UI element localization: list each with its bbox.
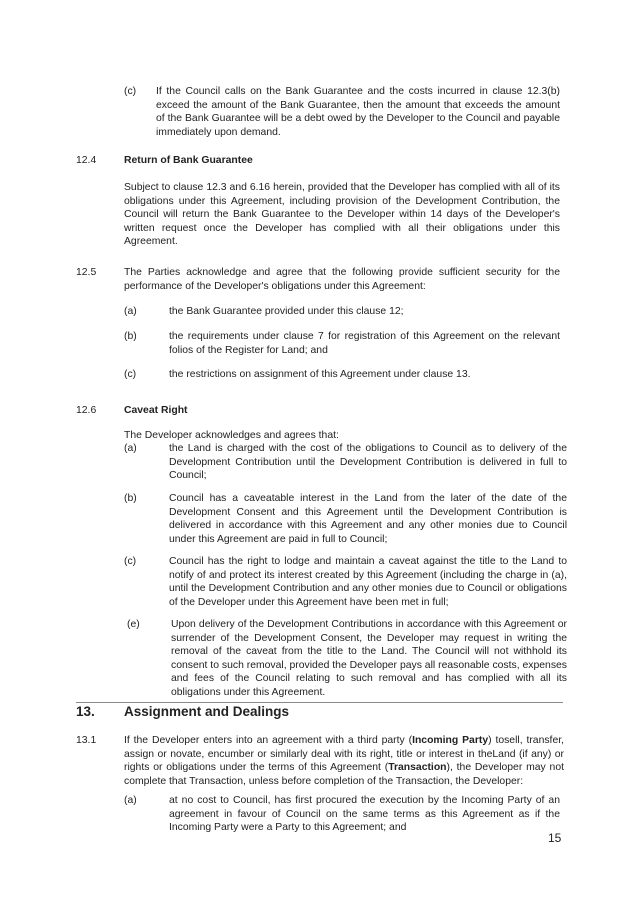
clause-text: If the Council calls on the Bank Guarantee and the costs incurred in clause 12.3(b) exceed the amount of the Bank Guarantee, then the amount that exceeds the amount of the Bank Guarantee will be a debt owed by the Developer to the Council and payable immediately upon demand. bbox=[156, 86, 560, 138]
defined-term: Transaction bbox=[388, 762, 447, 774]
item-label: (c) bbox=[124, 556, 137, 567]
clause-number: 12.5 bbox=[76, 267, 97, 278]
item-label: (e) bbox=[127, 619, 140, 630]
clause-number: 12.6 bbox=[76, 405, 97, 416]
clause-text: The Parties acknowledge and agree that the following provide sufficient security for the performance of the Developer's obligations under this Agreement: bbox=[124, 267, 560, 292]
clause-number: 13.1 bbox=[76, 735, 97, 746]
clause-heading: Return of Bank Guarantee bbox=[124, 155, 253, 166]
page-number: 15 bbox=[548, 831, 562, 845]
item-text: the restrictions on assignment of this Agreement under clause 13. bbox=[169, 369, 471, 380]
item-label: (c) bbox=[124, 369, 137, 380]
item-text: Upon delivery of the Development Contributions in accordance with this Agreement or surrender of the Development Consent, the Developer may request in writing the removal of the caveat from the title to the Land. The Council will not withhold its consent to such removal, provided the Developer pays all reasonable costs, expenses and fees of the Council relating to such removal and has complied with all its obligations under this Agreement. bbox=[171, 619, 567, 698]
clause-label: (c) bbox=[124, 86, 137, 97]
section-heading: Assignment and Dealings bbox=[124, 704, 290, 719]
item-text: Council has the right to lodge and maintain a caveat against the title to the Land to notify of and protect its interest created by this Agreement (including the charge in (a), until the Development Contribution and any other monies due to Council or obligations of the Developer under this Agreement have been met in full; bbox=[169, 556, 567, 608]
item-text: Council has a caveatable interest in the Land from the later of the date of the Development Consent and this Agreement until the Development Contribution is delivered in accordance with this Agreement and any other monies due to Council under this Agreement are paid in full to Council; bbox=[169, 493, 567, 545]
item-label: (b) bbox=[124, 493, 137, 504]
section-number: 13. bbox=[76, 704, 95, 719]
item-text: the Land is charged with the cost of the obligations to Council as to delivery of the Development Contribution until the Development Contribution is delivered in full to Council; bbox=[169, 443, 567, 482]
clause-heading: Caveat Right bbox=[124, 405, 188, 416]
clause-intro: The Developer acknowledges and agrees that: bbox=[124, 430, 339, 441]
clause-text: If the Developer enters into an agreement with a third party (Incoming Party) tosell, transfer, assign or novate, encumber or similarly deal with its right, title or interest in theLand (if any) or rights or obligations under the terms of this Agreement (Transaction), the Developer may not complete that Transaction, unless before completion of the Transaction, the Developer: bbox=[124, 735, 564, 787]
item-text: the Bank Guarantee provided under this clause 12; bbox=[169, 306, 404, 317]
clause-number: 12.4 bbox=[76, 155, 97, 166]
item-label: (a) bbox=[124, 795, 137, 806]
item-text: at no cost to Council, has first procured the execution by the Incoming Party of an agreement in favour of Council on the same terms as this Agreement as if the Incoming Party were a Party to this Agreement; and bbox=[169, 795, 560, 834]
section-divider bbox=[76, 702, 563, 703]
item-label: (a) bbox=[124, 306, 137, 317]
defined-term: Incoming Party bbox=[412, 735, 489, 746]
item-text: the requirements under clause 7 for registration of this Agreement on the relevant folios of the Register for Land; and bbox=[169, 331, 560, 356]
item-label: (b) bbox=[124, 331, 137, 342]
clause-text: Subject to clause 12.3 and 6.16 herein, provided that the Developer has complied with all of its obligations under this Agreement, including provision of the Development Contribution, the Council will return the Bank Guarantee to the Developer within 14 days of the Developer's written request once the Developer has complied with all their obligations under this Agreement. bbox=[124, 182, 560, 248]
item-label: (a) bbox=[124, 443, 137, 454]
